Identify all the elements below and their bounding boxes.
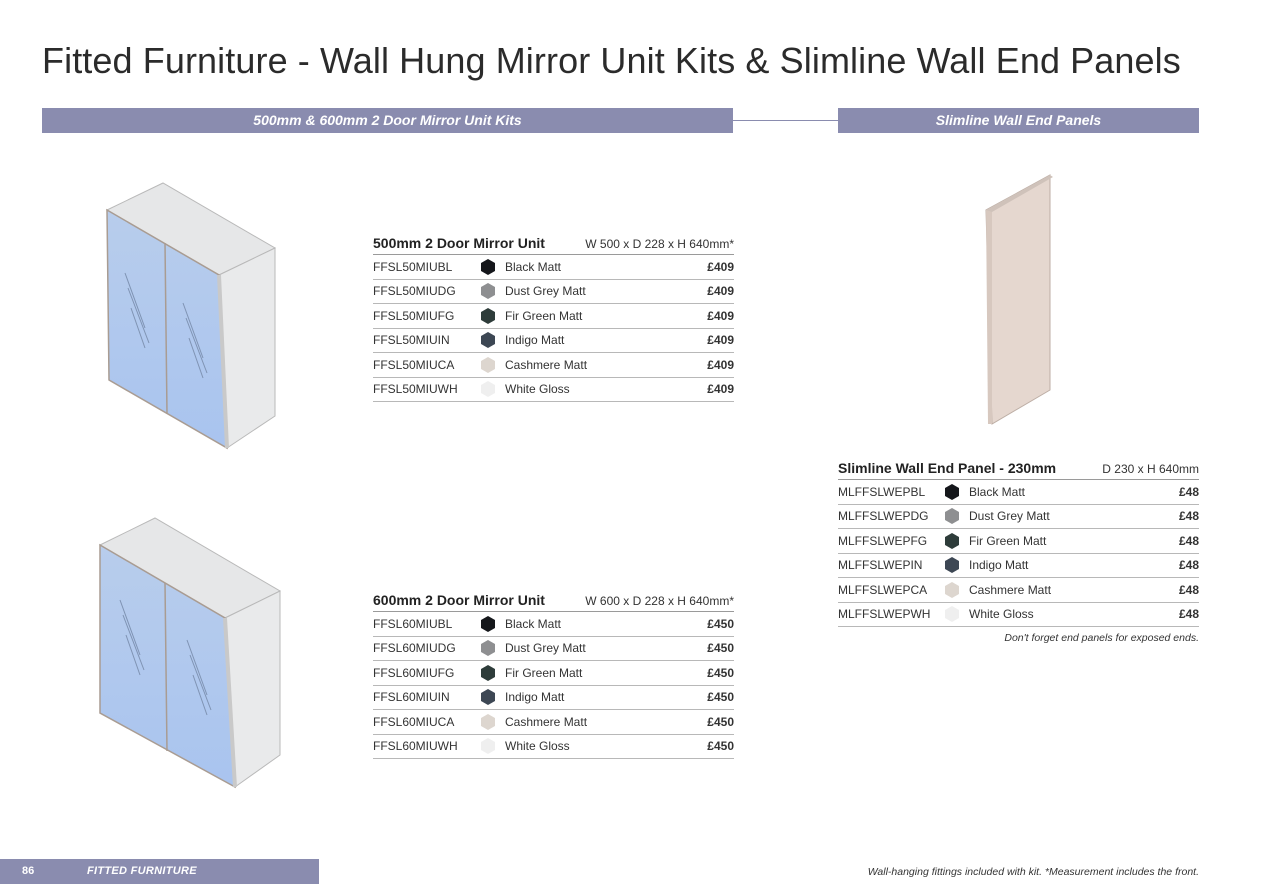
- price: £409: [707, 284, 734, 299]
- table-row: [373, 735, 734, 760]
- product-code: MLFFSLWEPFG: [838, 533, 928, 548]
- product-table-500: [373, 233, 734, 402]
- table-row: [838, 480, 1199, 505]
- price: £409: [707, 259, 734, 274]
- colour-name: Indigo Matt: [505, 690, 565, 705]
- price: £48: [1178, 607, 1199, 622]
- price: £48: [1178, 484, 1199, 499]
- colour-name: Black Matt: [505, 616, 562, 631]
- product-name: Slimline Wall End Panel - 230mm: [838, 460, 1057, 476]
- colour-swatch-icon: [479, 380, 497, 398]
- colour-name: Black Matt: [969, 484, 1026, 499]
- product-code: FFSL60MIUWH: [373, 739, 458, 754]
- price: £409: [707, 357, 734, 372]
- colour-swatch-icon: [943, 507, 961, 525]
- table-row: [373, 280, 734, 305]
- price: £48: [1178, 582, 1199, 597]
- colour-name: Indigo Matt: [505, 333, 565, 348]
- product-code: FFSL50MIUCA: [373, 357, 455, 372]
- product-name: 600mm 2 Door Mirror Unit: [373, 592, 545, 608]
- page-number: 86: [22, 865, 35, 877]
- colour-swatch-icon: [479, 258, 497, 276]
- end-panel-note: Don't forget end panels for exposed ends.: [1004, 632, 1199, 644]
- product-code: MLFFSLWEPBL: [838, 484, 926, 499]
- table-row: [838, 603, 1199, 628]
- price: £409: [707, 308, 734, 323]
- colour-name: Dust Grey Matt: [969, 509, 1050, 524]
- product-code: FFSL50MIUDG: [373, 284, 456, 299]
- colour-swatch-icon: [479, 639, 497, 657]
- colour-name: Black Matt: [505, 259, 562, 274]
- price: £409: [707, 333, 734, 348]
- colour-swatch-icon: [943, 532, 961, 550]
- colour-swatch-icon: [479, 615, 497, 633]
- mirror-unit-500-image: [95, 178, 280, 453]
- colour-swatch-icon: [943, 581, 961, 599]
- table-row: [373, 304, 734, 329]
- section-divider: [733, 120, 838, 121]
- product-code: FFSL50MIUIN: [373, 333, 450, 348]
- product-name: 500mm 2 Door Mirror Unit: [373, 235, 545, 251]
- table-row: [373, 612, 734, 637]
- colour-name: White Gloss: [969, 607, 1034, 622]
- product-code: FFSL60MIUCA: [373, 714, 455, 729]
- product-code: FFSL60MIUIN: [373, 690, 450, 705]
- price: £450: [707, 690, 734, 705]
- colour-swatch-icon: [479, 331, 497, 349]
- colour-name: Cashmere Matt: [969, 582, 1052, 597]
- table-row: [838, 529, 1199, 554]
- section-header-mirror-units: 500mm & 600mm 2 Door Mirror Unit Kits: [42, 108, 733, 133]
- colour-name: Cashmere Matt: [505, 714, 588, 729]
- colour-name: Fir Green Matt: [505, 665, 583, 680]
- product-header: [373, 233, 734, 255]
- product-code: MLFFSLWEPIN: [838, 558, 923, 573]
- colour-swatch-icon: [479, 356, 497, 374]
- product-dimensions: W 500 x D 228 x H 640mm*: [585, 237, 734, 251]
- mirror-unit-600-image: [95, 515, 285, 790]
- table-row: [838, 578, 1199, 603]
- colour-swatch-icon: [943, 605, 961, 623]
- product-code: FFSL50MIUWH: [373, 382, 458, 397]
- table-row: [373, 661, 734, 686]
- product-code: FFSL60MIUDG: [373, 641, 456, 656]
- product-rows: [838, 480, 1199, 627]
- price: £409: [707, 382, 734, 397]
- colour-name: White Gloss: [505, 739, 570, 754]
- colour-swatch-icon: [943, 483, 961, 501]
- price: £450: [707, 739, 734, 754]
- product-code: FFSL50MIUBL: [373, 259, 453, 274]
- product-header: [373, 590, 734, 612]
- product-dimensions: W 600 x D 228 x H 640mm*: [585, 594, 734, 608]
- page-footer: [0, 859, 319, 884]
- price: £450: [707, 641, 734, 656]
- product-code: FFSL60MIUBL: [373, 616, 453, 631]
- table-row: [373, 255, 734, 280]
- table-row: [373, 329, 734, 354]
- price: £450: [707, 665, 734, 680]
- product-table-end-panel: [838, 458, 1199, 627]
- colour-swatch-icon: [479, 307, 497, 325]
- colour-name: Fir Green Matt: [969, 533, 1047, 548]
- footnote: Wall-hanging fittings included with kit. *Measurement includes the front.: [867, 866, 1199, 878]
- colour-swatch-icon: [479, 664, 497, 682]
- table-row: [373, 353, 734, 378]
- product-code: MLFFSLWEPDG: [838, 509, 929, 524]
- colour-name: Dust Grey Matt: [505, 641, 586, 656]
- table-row: [373, 710, 734, 735]
- product-table-600: [373, 590, 734, 759]
- product-code: MLFFSLWEPWH: [838, 607, 931, 622]
- product-code: FFSL50MIUFG: [373, 308, 455, 323]
- product-rows: [373, 255, 734, 402]
- colour-name: Fir Green Matt: [505, 308, 583, 323]
- table-row: [838, 505, 1199, 530]
- price: £450: [707, 616, 734, 631]
- colour-swatch-icon: [479, 688, 497, 706]
- colour-name: Indigo Matt: [969, 558, 1029, 573]
- section-header-end-panels: Slimline Wall End Panels: [838, 108, 1199, 133]
- price: £48: [1178, 533, 1199, 548]
- colour-name: White Gloss: [505, 382, 570, 397]
- table-row: [838, 554, 1199, 579]
- end-panel-image: [978, 170, 1058, 428]
- colour-swatch-icon: [479, 282, 497, 300]
- price: £48: [1178, 558, 1199, 573]
- product-code: FFSL60MIUFG: [373, 665, 455, 680]
- price: £48: [1178, 509, 1199, 524]
- price: £450: [707, 714, 734, 729]
- colour-swatch-icon: [943, 556, 961, 574]
- product-rows: [373, 612, 734, 759]
- table-row: [373, 378, 734, 403]
- page-title: Fitted Furniture - Wall Hung Mirror Unit Kits & Slimline Wall End Panels: [42, 40, 1181, 81]
- product-code: MLFFSLWEPCA: [838, 582, 928, 597]
- product-header: [838, 458, 1199, 480]
- colour-name: Cashmere Matt: [505, 357, 588, 372]
- footer-section-label: FITTED FURNITURE: [87, 865, 197, 877]
- colour-swatch-icon: [479, 713, 497, 731]
- table-row: [373, 637, 734, 662]
- colour-swatch-icon: [479, 737, 497, 755]
- product-dimensions: D 230 x H 640mm: [1102, 462, 1199, 476]
- table-row: [373, 686, 734, 711]
- colour-name: Dust Grey Matt: [505, 284, 586, 299]
